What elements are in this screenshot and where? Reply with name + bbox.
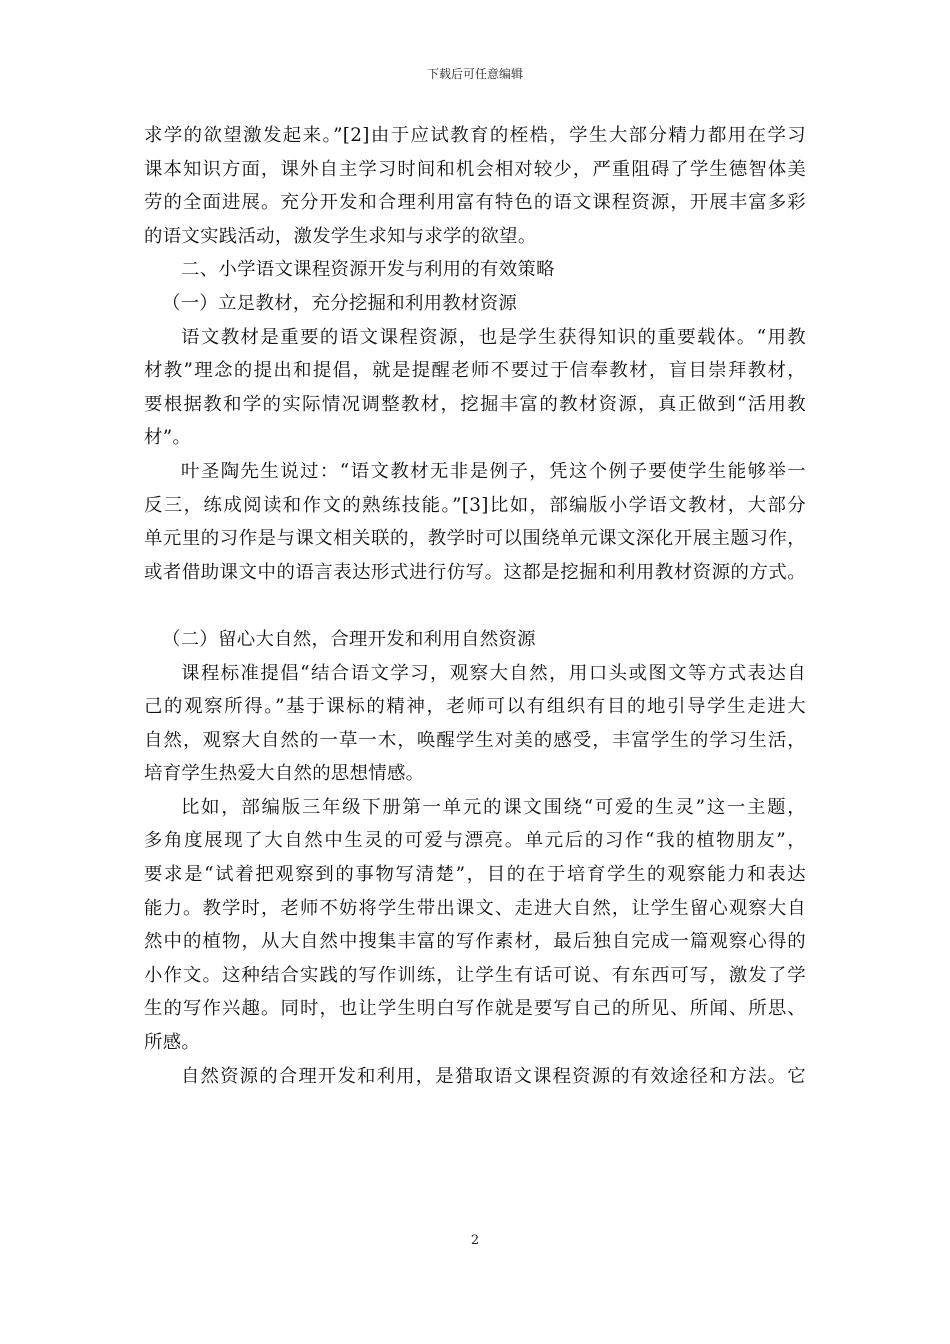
text-line-17: 课程标准提倡“结合语文学习，观察大自然，用口头或图文等方式表达自 xyxy=(181,662,806,684)
text-line-3: 劳的全面进展。充分开发和合理利用富有特色的语文课程资源，开展丰富多彩 xyxy=(144,192,806,214)
text-line-22: 多角度展现了大自然中生灵的可爱与漂亮。单元后的习作“我的植物朋友”， xyxy=(144,830,806,852)
text-line-26: 小作文。这种结合实践的写作训练，让学生有话可说、有东西可写，激发了学 xyxy=(144,964,806,986)
text-line-7: 语文教材是重要的语文课程资源，也是学生获得知识的重要载体。“用教 xyxy=(181,326,806,348)
text-line-19: 自然，观察大自然的一草一木，唤醒学生对美的感受，丰富学生的学习生活， xyxy=(144,729,806,751)
text-line-25: 然中的植物，从大自然中搜集丰富的写作素材，最后独自完成一篇观察心得的 xyxy=(144,931,806,953)
text-line-4: 的语文实践活动，激发学生求知与求学的欲望。 xyxy=(144,225,537,247)
text-line-9: 要根据教和学的实际情况调整教材，挖掘丰富的教材资源，真正做到“活用教 xyxy=(144,393,806,415)
text-line-20: 培育学生热爱大自然的思想情感。 xyxy=(144,763,425,785)
text-line-2: 课本知识方面，课外自主学习时间和机会相对较少，严重阻碍了学生德智体美 xyxy=(144,158,806,180)
subsection-heading-1: （一）立足教材，充分挖掘和利用教材资源 xyxy=(162,292,518,314)
blank-line xyxy=(144,589,806,623)
text-line-12: 反三，练成阅读和作文的熟练技能。”[3]比如，部编版小学语文教材，大部分 xyxy=(144,494,806,516)
section-heading-2: 二、小学语文课程资源开发与利用的有效策略 xyxy=(181,259,555,281)
page-header: 下载后可任意编辑 xyxy=(426,67,523,81)
text-line-8: 材教”理念的提出和提倡，就是提醒老师不要过于信奉教材，盲目崇拜教材， xyxy=(144,360,806,382)
text-line-23: 要求是“试着把观察到的事物写清楚”，目的在于培育学生的观察能力和表达 xyxy=(144,864,806,886)
text-line-11: 叶圣陶先生说过：“语文教材无非是例子，凭这个例子要使学生能够举一 xyxy=(181,460,806,482)
text-line-18: 己的观察所得。”基于课标的精神，老师可以有组织有目的地引导学生走进大 xyxy=(144,696,806,718)
document-body xyxy=(144,119,806,1093)
text-line-14: 或者借助课文中的语言表达形式进行仿写。这都是挖掘和利用教材资源的方式。 xyxy=(144,561,806,583)
text-line-28: 所感。 xyxy=(144,1032,201,1054)
text-line-24: 能力。教学时，老师不妨将学生带出课文、走进大自然，让学生留心观察大自 xyxy=(144,897,806,919)
subsection-heading-2: （二）留心大自然，合理开发和利用自然资源 xyxy=(162,628,536,650)
page-number: 2 xyxy=(470,1233,480,1248)
text-line-10: 材”。 xyxy=(144,427,192,449)
text-line-27: 生的写作兴趣。同时，也让学生明白写作就是要写自己的所见、所闻、所思、 xyxy=(144,998,806,1020)
text-line-21: 比如，部编版三年级下册第一单元的课文围绕“可爱的生灵”这一主题， xyxy=(181,796,806,818)
text-line-29: 自然资源的合理开发和利用，是猎取语文课程资源的有效途径和方法。它 xyxy=(181,1065,806,1087)
text-line-13: 单元里的习作是与课文相关联的，教学时可以围绕单元课文深化开展主题习作， xyxy=(144,528,806,550)
text-line-1: 求学的欲望激发起来。”[2]由于应试教育的桎梏，学生大部分精力都用在学习 xyxy=(144,125,806,146)
